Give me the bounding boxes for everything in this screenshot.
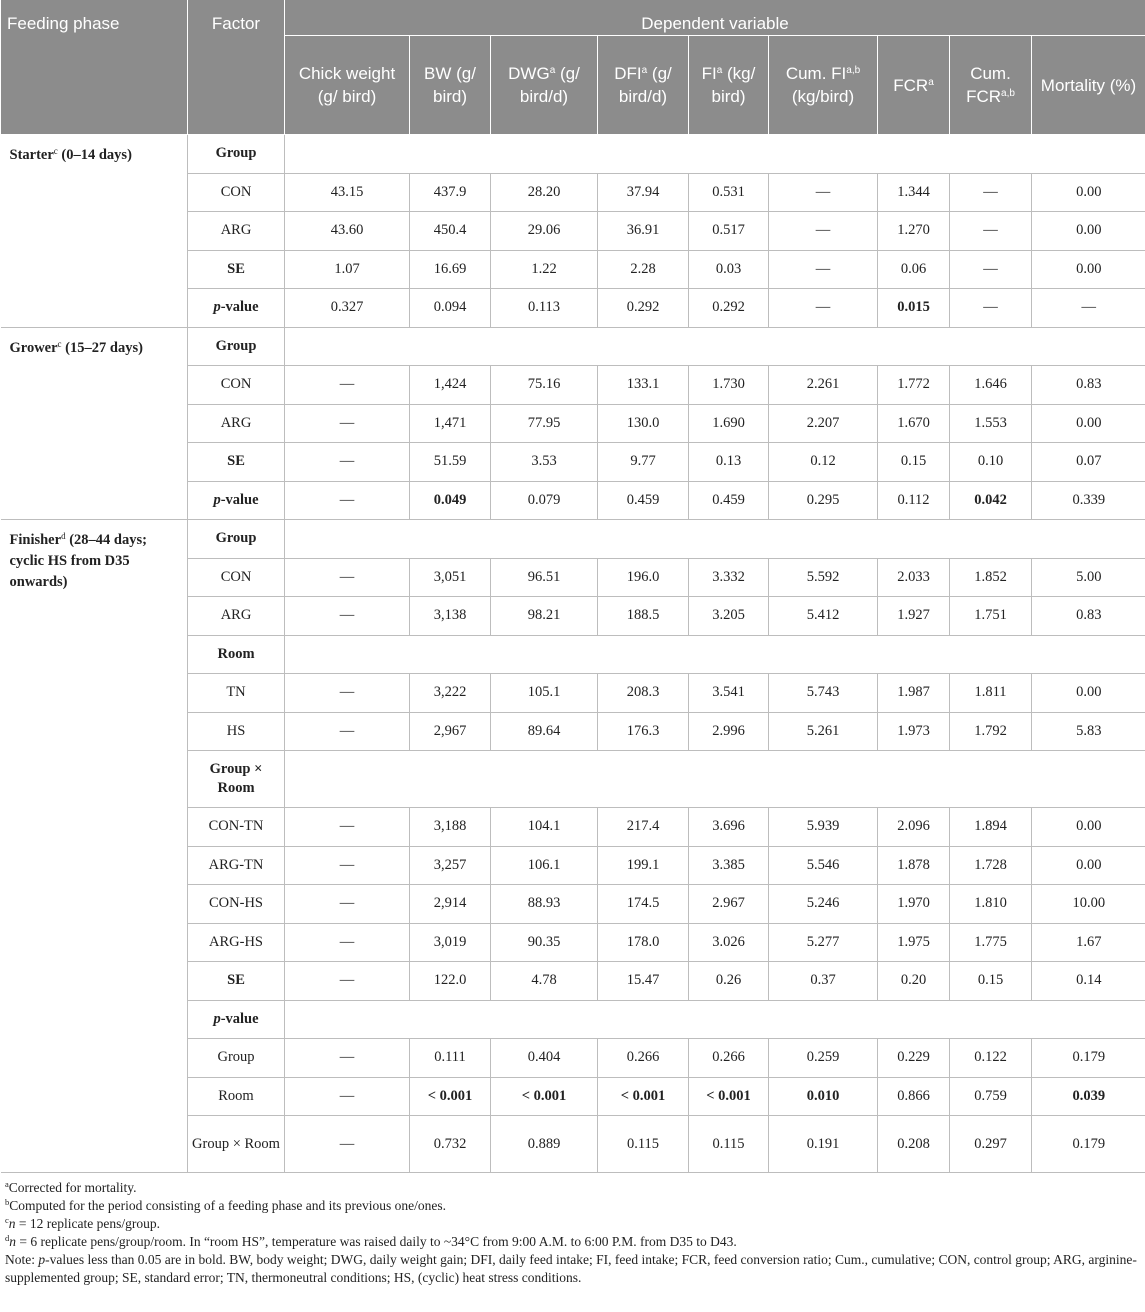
- table-cell: 0.889: [491, 1116, 598, 1173]
- table-cell: 0.07: [1032, 443, 1145, 482]
- table-cell: 96.51: [491, 558, 598, 597]
- table-cell: 9.77: [598, 443, 689, 482]
- table-cell: < 0.001: [598, 1077, 689, 1116]
- column-header: Mortality (%): [1032, 36, 1145, 135]
- footnote: Note: p-values less than 0.05 are in bold. BW, body weight; DWG, daily weight gain; DFI, daily feed intake; FI, feed intake; FCR, feed conversion ratio; Cum., cumulative; CON, control group; ARG, arginine-supplemented group; SE, standard error; TN, thermoneutral conditions; HS, (cyclic) heat stress conditions.: [5, 1252, 1137, 1285]
- table-cell: 1.646: [950, 366, 1032, 405]
- empty-cell: [285, 327, 1145, 366]
- table-cell: 3.696: [689, 808, 769, 847]
- table-cell: 5.277: [769, 923, 878, 962]
- factor-label: ARG: [188, 404, 285, 443]
- empty-cell: [285, 635, 1145, 674]
- footnote: $^d$n = 6 replicate pens/group/room. In “room HS”, temperature was raised daily to ~34°C from 9:00 A.M. to 6:00 P.M. from D35 to D43.: [5, 1233, 737, 1249]
- table-cell: 1.07: [285, 250, 410, 289]
- table-cell: 10.00: [1032, 885, 1145, 924]
- table-cell: 1.811: [950, 674, 1032, 713]
- table-cell: 43.15: [285, 173, 410, 212]
- table-row: [1, 520, 1145, 559]
- table-cell: 0.039: [1032, 1077, 1145, 1116]
- table-cell: 0.06: [878, 250, 950, 289]
- factor-label: TN: [188, 674, 285, 713]
- table-cell: 0.179: [1032, 1116, 1145, 1173]
- table-cell: —: [769, 212, 878, 251]
- table-cell: 174.5: [598, 885, 689, 924]
- table-cell: 0.292: [598, 289, 689, 328]
- table-cell: 2.096: [878, 808, 950, 847]
- table-row: [1, 327, 1145, 366]
- footnote: $^c$n = 12 replicate pens/group.: [5, 1215, 160, 1231]
- empty-cell: [285, 1000, 1145, 1039]
- table-cell: 0.531: [689, 173, 769, 212]
- table-cell: 122.0: [410, 962, 491, 1001]
- table-cell: 1.751: [950, 597, 1032, 636]
- table-cell: 29.06: [491, 212, 598, 251]
- table-cell: 0.00: [1032, 674, 1145, 713]
- table-cell: —: [285, 443, 410, 482]
- table-cell: 1.67: [1032, 923, 1145, 962]
- table-cell: 5.261: [769, 712, 878, 751]
- empty-cell: [285, 135, 1145, 174]
- table-cell: —: [285, 558, 410, 597]
- table-row: [1, 135, 1145, 174]
- factor-label: ARG: [188, 597, 285, 636]
- table-cell: 3.541: [689, 674, 769, 713]
- table-cell: 1.810: [950, 885, 1032, 924]
- feeding-phase-label: Starter$^c$ (0–14 days): [1, 135, 188, 328]
- table-cell: —: [285, 1116, 410, 1173]
- table-cell: 0.266: [598, 1039, 689, 1078]
- table-cell: 106.1: [491, 846, 598, 885]
- table-cell: —: [285, 962, 410, 1001]
- table-body: [1, 135, 1145, 1173]
- table-cell: —: [285, 481, 410, 520]
- factor-label: p-value: [188, 289, 285, 328]
- table-cell: —: [285, 366, 410, 405]
- table-cell: —: [285, 846, 410, 885]
- table-cell: 1,424: [410, 366, 491, 405]
- table-cell: 217.4: [598, 808, 689, 847]
- table-cell: 37.94: [598, 173, 689, 212]
- column-header: Chick weight (g/ bird): [285, 36, 410, 135]
- table-cell: 1.772: [878, 366, 950, 405]
- header-dependent-variable: Dependent variable: [285, 0, 1145, 36]
- table-cell: 0.459: [689, 481, 769, 520]
- table-cell: 1.987: [878, 674, 950, 713]
- empty-cell: [285, 751, 1145, 808]
- table-cell: 0.297: [950, 1116, 1032, 1173]
- table-cell: 3.026: [689, 923, 769, 962]
- table-cell: < 0.001: [410, 1077, 491, 1116]
- table-cell: 1.730: [689, 366, 769, 405]
- table-cell: 0.115: [598, 1116, 689, 1173]
- table-cell: 3.53: [491, 443, 598, 482]
- table-cell: —: [285, 1077, 410, 1116]
- table-cell: 0.010: [769, 1077, 878, 1116]
- table-cell: —: [285, 885, 410, 924]
- table-cell: 0.12: [769, 443, 878, 482]
- table-cell: 1.852: [950, 558, 1032, 597]
- factor-label: Group: [188, 327, 285, 366]
- table-cell: 0.10: [950, 443, 1032, 482]
- header-feeding-phase: Feeding phase: [1, 0, 188, 135]
- table-cell: 0.295: [769, 481, 878, 520]
- table-cell: 36.91: [598, 212, 689, 251]
- table-cell: 0.404: [491, 1039, 598, 1078]
- table-cell: 3.385: [689, 846, 769, 885]
- table-cell: —: [1032, 289, 1145, 328]
- table-cell: 0.00: [1032, 846, 1145, 885]
- table-cell: 0.00: [1032, 808, 1145, 847]
- factor-label: SE: [188, 962, 285, 1001]
- table-cell: 176.3: [598, 712, 689, 751]
- table-cell: 5.00: [1032, 558, 1145, 597]
- factor-label: p-value: [188, 1000, 285, 1039]
- table-cell: 188.5: [598, 597, 689, 636]
- table-cell: 28.20: [491, 173, 598, 212]
- table-cell: 0.15: [878, 443, 950, 482]
- table-cell: 0.208: [878, 1116, 950, 1173]
- table-cell: 2.28: [598, 250, 689, 289]
- factor-label: SE: [188, 250, 285, 289]
- table-cell: 450.4: [410, 212, 491, 251]
- table-cell: —: [285, 923, 410, 962]
- table-cell: 3,188: [410, 808, 491, 847]
- table-cell: 3,019: [410, 923, 491, 962]
- factor-label: CON-TN: [188, 808, 285, 847]
- table-cell: 98.21: [491, 597, 598, 636]
- table-cell: 0.049: [410, 481, 491, 520]
- table-cell: 43.60: [285, 212, 410, 251]
- table-cell: 1.878: [878, 846, 950, 885]
- table-cell: 4.78: [491, 962, 598, 1001]
- table-cell: 3,257: [410, 846, 491, 885]
- factor-label: p-value: [188, 481, 285, 520]
- table-cell: 0.292: [689, 289, 769, 328]
- factor-label: ARG: [188, 212, 285, 251]
- factor-label: ARG-HS: [188, 923, 285, 962]
- table-cell: < 0.001: [491, 1077, 598, 1116]
- table-cell: 1.670: [878, 404, 950, 443]
- table-cell: 1.690: [689, 404, 769, 443]
- factor-label: Group: [188, 1039, 285, 1078]
- table-cell: 88.93: [491, 885, 598, 924]
- table-cell: 178.0: [598, 923, 689, 962]
- table-cell: —: [950, 212, 1032, 251]
- table-cell: —: [950, 289, 1032, 328]
- column-header: Cum. FI$^{a,b}$ (kg/bird): [769, 36, 878, 135]
- table-cell: 0.00: [1032, 212, 1145, 251]
- factor-label: Group × Room: [188, 751, 285, 808]
- table-cell: 1.22: [491, 250, 598, 289]
- table-cell: 16.69: [410, 250, 491, 289]
- table-cell: 1.792: [950, 712, 1032, 751]
- factor-label: Room: [188, 635, 285, 674]
- table-cell: 1.973: [878, 712, 950, 751]
- table-cell: 0.83: [1032, 597, 1145, 636]
- table-cell: 0.112: [878, 481, 950, 520]
- table-header: [1, 0, 1145, 135]
- table-cell: —: [285, 674, 410, 713]
- factor-label: CON: [188, 173, 285, 212]
- table-cell: —: [285, 712, 410, 751]
- factor-label: CON: [188, 558, 285, 597]
- factor-label: CON: [188, 366, 285, 405]
- table-cell: 75.16: [491, 366, 598, 405]
- table-cell: 0.229: [878, 1039, 950, 1078]
- table-cell: 5.246: [769, 885, 878, 924]
- factor-label: HS: [188, 712, 285, 751]
- table-cell: 0.15: [950, 962, 1032, 1001]
- table-cell: 2.033: [878, 558, 950, 597]
- table-cell: 3,138: [410, 597, 491, 636]
- table-cell: 0.266: [689, 1039, 769, 1078]
- table-cell: 0.259: [769, 1039, 878, 1078]
- footnote: $^b$Computed for the period consisting of a feeding phase and its previous one/ones.: [5, 1197, 447, 1213]
- table-cell: 0.03: [689, 250, 769, 289]
- table-cell: 130.0: [598, 404, 689, 443]
- table-cell: 3,222: [410, 674, 491, 713]
- table-cell: 208.3: [598, 674, 689, 713]
- table-cell: 2,967: [410, 712, 491, 751]
- table-cell: 1.927: [878, 597, 950, 636]
- table-cell: 0.759: [950, 1077, 1032, 1116]
- table-cell: 0.00: [1032, 250, 1145, 289]
- table-cell: 133.1: [598, 366, 689, 405]
- header-factor: Factor: [188, 0, 285, 135]
- table-cell: 0.37: [769, 962, 878, 1001]
- column-header: DFI$^a$ (g/ bird/d): [598, 36, 689, 135]
- table-cell: 0.113: [491, 289, 598, 328]
- table-cell: 437.9: [410, 173, 491, 212]
- table-cell: 51.59: [410, 443, 491, 482]
- table-cell: 5.83: [1032, 712, 1145, 751]
- table-cell: 2.261: [769, 366, 878, 405]
- table-cell: 0.00: [1032, 404, 1145, 443]
- feeding-phase-label: Finisher$^d$ (28–44 days; cyclic HS from D35 onwards): [1, 520, 188, 1173]
- table-cell: 2.996: [689, 712, 769, 751]
- column-header: Cum. FCR$^{a,b}$: [950, 36, 1032, 135]
- table-cell: 5.546: [769, 846, 878, 885]
- factor-label: SE: [188, 443, 285, 482]
- table-cell: 2,914: [410, 885, 491, 924]
- footnotes: [0, 1173, 1145, 1287]
- table-cell: 1.894: [950, 808, 1032, 847]
- table-cell: 5.592: [769, 558, 878, 597]
- table-cell: < 0.001: [689, 1077, 769, 1116]
- table-cell: 0.079: [491, 481, 598, 520]
- table-cell: 0.13: [689, 443, 769, 482]
- table-cell: 1.728: [950, 846, 1032, 885]
- column-header: $FI^a$ (kg/ bird): [689, 36, 769, 135]
- table-cell: —: [285, 597, 410, 636]
- table-cell: —: [769, 250, 878, 289]
- table-cell: 15.47: [598, 962, 689, 1001]
- table-cell: —: [285, 808, 410, 847]
- table-cell: 0.042: [950, 481, 1032, 520]
- table-cell: 0.732: [410, 1116, 491, 1173]
- empty-cell: [285, 520, 1145, 559]
- table-cell: 196.0: [598, 558, 689, 597]
- table-cell: 2.967: [689, 885, 769, 924]
- table-cell: 0.094: [410, 289, 491, 328]
- table-cell: 1.775: [950, 923, 1032, 962]
- table-cell: 0.14: [1032, 962, 1145, 1001]
- table-cell: 5.939: [769, 808, 878, 847]
- table-cell: —: [950, 173, 1032, 212]
- table-cell: 104.1: [491, 808, 598, 847]
- footnote: $^a$Corrected for mortality.: [5, 1179, 137, 1195]
- table-cell: 199.1: [598, 846, 689, 885]
- table-cell: 0.517: [689, 212, 769, 251]
- table-cell: 0.179: [1032, 1039, 1145, 1078]
- table-cell: 89.64: [491, 712, 598, 751]
- table-cell: 0.20: [878, 962, 950, 1001]
- table-cell: 3.205: [689, 597, 769, 636]
- table-cell: 105.1: [491, 674, 598, 713]
- column-header: FCR$^a$: [878, 36, 950, 135]
- table-cell: 0.459: [598, 481, 689, 520]
- table-cell: 5.412: [769, 597, 878, 636]
- column-header: DWG$^a$ (g/ bird/d): [491, 36, 598, 135]
- table-cell: 0.83: [1032, 366, 1145, 405]
- table-cell: 0.866: [878, 1077, 950, 1116]
- column-header: BW (g/ bird): [410, 36, 491, 135]
- factor-label: CON-HS: [188, 885, 285, 924]
- table-cell: 0.00: [1032, 173, 1145, 212]
- table-cell: 1.270: [878, 212, 950, 251]
- table-cell: 0.191: [769, 1116, 878, 1173]
- table-cell: 77.95: [491, 404, 598, 443]
- table-cell: 3.332: [689, 558, 769, 597]
- table-cell: 0.327: [285, 289, 410, 328]
- table-cell: —: [950, 250, 1032, 289]
- table-cell: 1.553: [950, 404, 1032, 443]
- table-cell: 0.26: [689, 962, 769, 1001]
- table-cell: 1.975: [878, 923, 950, 962]
- table-cell: —: [285, 404, 410, 443]
- table-cell: 5.743: [769, 674, 878, 713]
- factor-label: Room: [188, 1077, 285, 1116]
- factor-label: ARG-TN: [188, 846, 285, 885]
- factor-label: Group: [188, 520, 285, 559]
- feeding-phase-label: Grower$^c$ (15–27 days): [1, 327, 188, 520]
- table-cell: 0.111: [410, 1039, 491, 1078]
- table-cell: —: [769, 289, 878, 328]
- factor-label: Group × Room: [188, 1116, 285, 1173]
- table-cell: 1,471: [410, 404, 491, 443]
- table-cell: 0.339: [1032, 481, 1145, 520]
- table-cell: —: [285, 1039, 410, 1078]
- table-cell: 0.015: [878, 289, 950, 328]
- table-cell: 0.115: [689, 1116, 769, 1173]
- table-cell: 90.35: [491, 923, 598, 962]
- table-cell: 2.207: [769, 404, 878, 443]
- table-cell: 1.970: [878, 885, 950, 924]
- table-cell: —: [769, 173, 878, 212]
- table-cell: 1.344: [878, 173, 950, 212]
- table-cell: 0.122: [950, 1039, 1032, 1078]
- table-cell: 3,051: [410, 558, 491, 597]
- factor-label: Group: [188, 135, 285, 174]
